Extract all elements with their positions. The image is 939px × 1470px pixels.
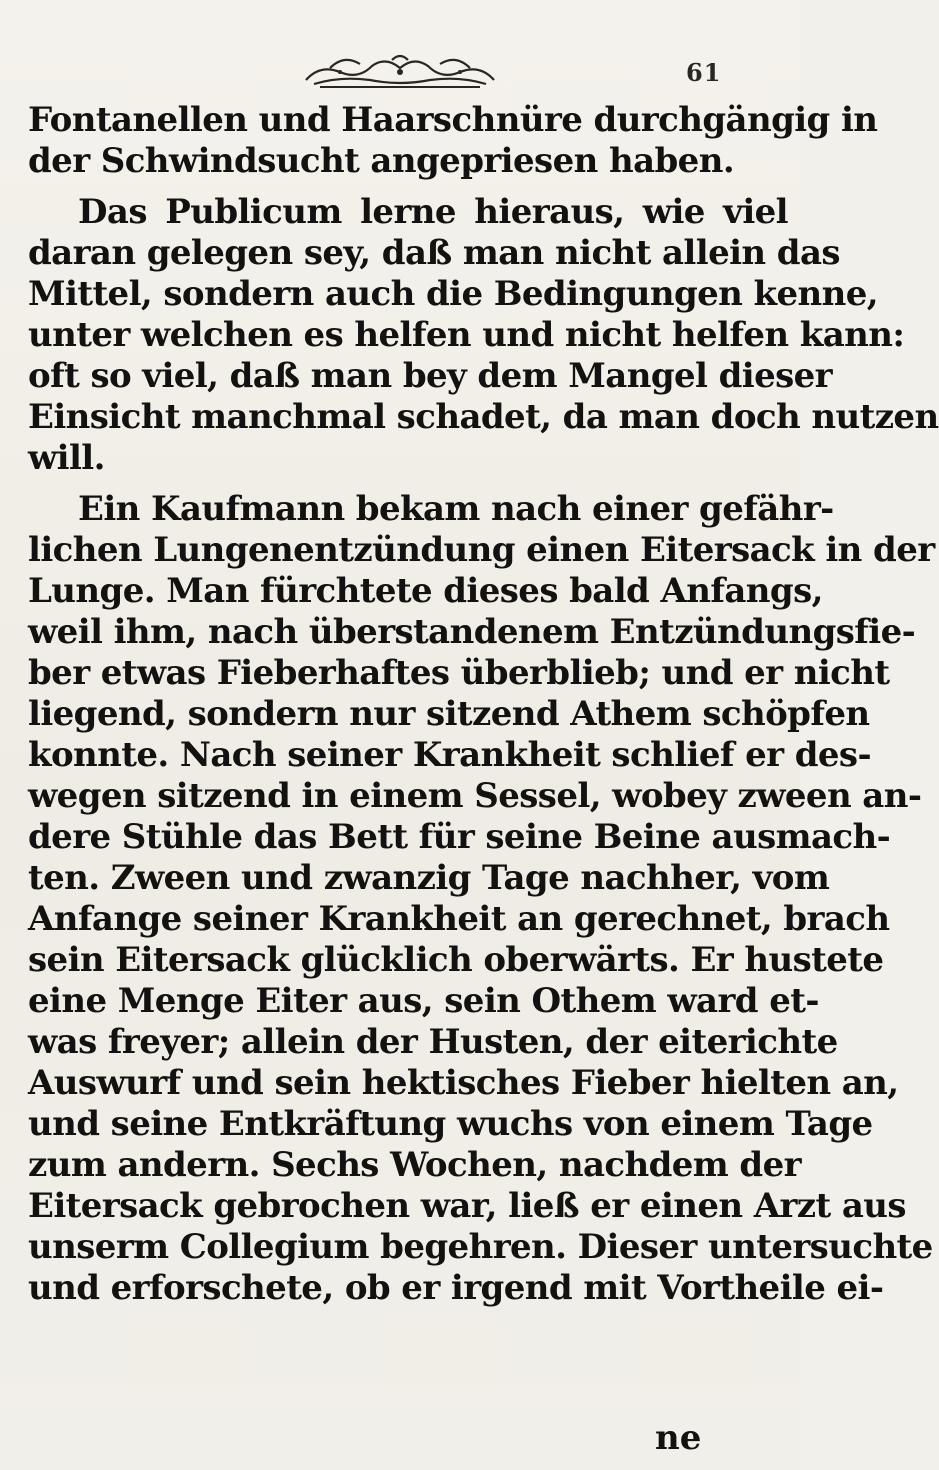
text-line: liegend, sondern nur sitzend Athem schöpfen xyxy=(28,694,870,734)
text-line: Anfange seiner Krankheit an gerechnet, brach xyxy=(28,899,890,939)
text-line: was freyer; allein der Husten, der eiterichte xyxy=(28,1022,838,1062)
text-line: Fontanellen und Haarschnüre durchgängig in xyxy=(28,100,878,140)
text-line: wegen sitzend in einem Sessel, wobey zween an- xyxy=(28,776,922,816)
text-line: Eitersack gebrochen war, ließ er einen Arzt aus xyxy=(28,1186,906,1226)
text-line: der Schwindsucht angepriesen haben. xyxy=(28,141,735,181)
text-line: Mittel, sondern auch die Bedingungen kenne, xyxy=(28,274,879,314)
paragraph xyxy=(28,192,939,479)
text-line: dere Stühle das Bett für seine Beine ausmach- xyxy=(28,817,891,857)
text-line: Auswurf und sein hektisches Fieber hielten an, xyxy=(28,1063,899,1103)
text-line: und seine Entkräftung wuchs von einem Tage xyxy=(28,1104,873,1144)
text-line: daran gelegen sey, daß man nicht allein das xyxy=(28,233,840,273)
paragraph xyxy=(28,100,878,182)
text-line: unserm Collegium begehren. Dieser untersuchte xyxy=(28,1227,933,1267)
text-line: eine Menge Eiter aus, sein Othem ward et- xyxy=(28,981,819,1021)
text-line: oft so viel, daß man bey dem Mangel dieser xyxy=(28,356,832,396)
text-line: unter welchen es helfen und nicht helfen kann: xyxy=(28,315,905,355)
body-text xyxy=(28,100,939,1309)
text-line: sein Eitersack glücklich oberwärts. Er hustete xyxy=(28,940,884,980)
text-line: will. xyxy=(28,438,105,478)
text-line: Lunge. Man fürchtete dieses bald Anfangs, xyxy=(28,571,823,611)
text-line: Das Publicum lerne hieraus, wie viel xyxy=(78,192,788,232)
text-line: Einsicht manchmal schadet, da man doch nutzen xyxy=(28,397,939,437)
catchword: ne xyxy=(655,1418,702,1458)
text-line: ber etwas Fieberhaftes überblieb; und er nicht xyxy=(28,653,890,693)
paragraph xyxy=(28,489,935,1309)
printer-ornament-icon xyxy=(300,50,500,92)
page-number: 61 xyxy=(686,58,722,87)
text-line: zum andern. Sechs Wochen, nachdem der xyxy=(28,1145,801,1185)
text-line: konnte. Nach seiner Krankheit schlief er des- xyxy=(28,735,871,775)
text-line: weil ihm, nach überstandenem Entzündungsfie- xyxy=(28,612,916,652)
text-line: Ein Kaufmann bekam nach einer gefähr- xyxy=(78,489,834,529)
text-line: lichen Lungenentzündung einen Eitersack in der xyxy=(28,530,935,570)
text-line: ten. Zween und zwanzig Tage nachher, vom xyxy=(28,858,830,898)
text-line: und erforschete, ob er irgend mit Vortheile ei- xyxy=(28,1268,884,1308)
